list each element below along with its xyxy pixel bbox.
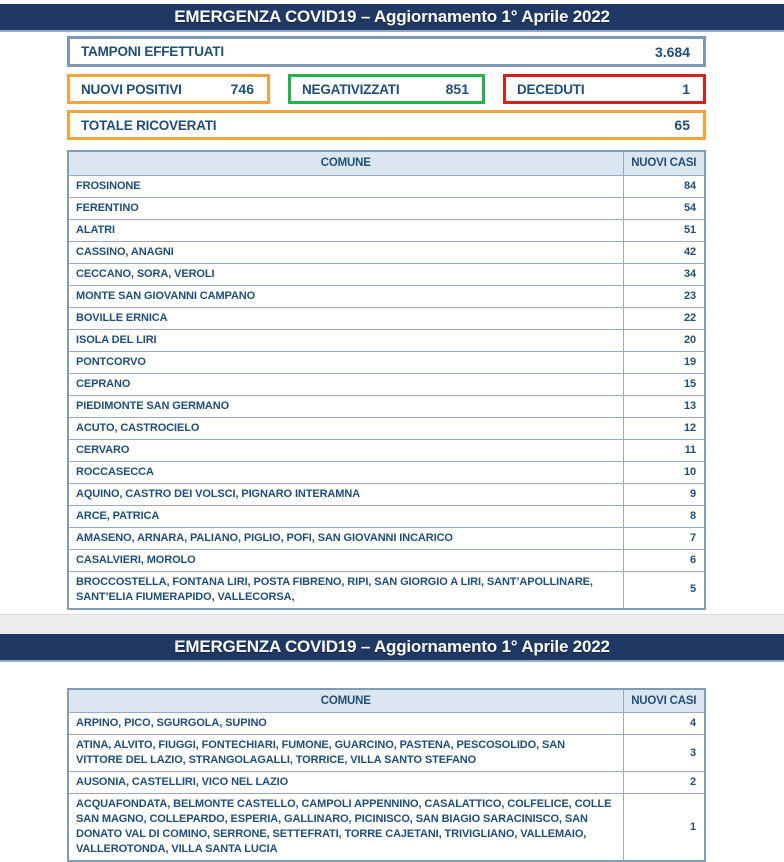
page1-title: EMERGENZA COVID19 – Aggiornamento 1° Aprile 2022 <box>174 7 610 27</box>
comuni-table-page2 <box>67 688 706 862</box>
comune-cell: ATINA, ALVITO, FIUGGI, FONTECHIARI, FUMONE, GUARCINO, PASTENA, PESCOSOLIDO, SAN VITTORE DEL LAZIO, STRANGOLAGALLI, TORRICE, VILLA SANTO STEFANO <box>68 735 623 772</box>
nuovi-casi-cell: 51 <box>623 219 705 241</box>
comune-cell: AUSONIA, CASTELLIRI, VICO NEL LAZIO <box>68 772 623 794</box>
table-row <box>68 794 705 862</box>
table-row <box>68 219 705 241</box>
nuovi-casi-cell: 54 <box>623 197 705 219</box>
negativizzati-box <box>288 74 485 104</box>
table-row <box>68 571 705 609</box>
comune-cell: AQUINO, CASTRO DEI VOLSCI, PIGNARO INTERAMNA <box>68 483 623 505</box>
table-row <box>68 772 705 794</box>
nuovi-casi-cell: 8 <box>623 505 705 527</box>
table-row <box>68 263 705 285</box>
nuovi-casi-column-header: NUOVI CASI <box>623 151 705 175</box>
nuovi-casi-cell: 84 <box>623 175 705 197</box>
nuovi-casi-cell: 9 <box>623 483 705 505</box>
nuovi-casi-cell: 1 <box>623 794 705 862</box>
table-row <box>68 351 705 373</box>
page1-title-bar <box>0 4 784 32</box>
comune-cell: CECCANO, SORA, VEROLI <box>68 263 623 285</box>
comune-cell: CASSINO, ANAGNI <box>68 241 623 263</box>
comune-cell: CEPRANO <box>68 373 623 395</box>
table-row <box>68 735 705 772</box>
nuovi-casi-cell: 7 <box>623 527 705 549</box>
nuovi-casi-cell: 20 <box>623 329 705 351</box>
nuovi-casi-cell: 42 <box>623 241 705 263</box>
nuovi-positivi-label: NUOVI POSITIVI <box>81 82 182 97</box>
totale-ricoverati-box <box>67 110 706 140</box>
comune-cell: BROCCOSTELLA, FONTANA LIRI, POSTA FIBRENO, RIPI, SAN GIORGIO A LIRI, SANT’APOLLINARE, SANT’ELIA FIUMERAPIDO, VALLECORSA, <box>68 571 623 609</box>
nuovi-casi-cell: 2 <box>623 772 705 794</box>
nuovi-casi-cell: 11 <box>623 439 705 461</box>
tamponi-effettuati-box <box>67 36 706 67</box>
comune-column-header: COMUNE <box>68 151 623 175</box>
nuovi-casi-cell: 19 <box>623 351 705 373</box>
comune-cell: ACQUAFONDATA, BELMONTE CASTELLO, CAMPOLI APPENNINO, CASALATTICO, COLFELICE, COLLE SAN MAGNO, COLLEPARDO, ESPERIA, GALLINARO, PICINISCO, SAN BIAGIO SARACINISCO, SAN DONATO VAL DI COMINO, SERRONE, SETTEFRATI, TORRE CAJETANI, TRIVIGLIANO, VALLEMAIO, VALLEROTONDA, VILLA SANTA LUCIA <box>68 794 623 862</box>
page2-title: EMERGENZA COVID19 – Aggiornamento 1° Aprile 2022 <box>174 637 610 657</box>
table-row <box>68 527 705 549</box>
nuovi-positivi-box <box>67 74 270 104</box>
comuni-table-page1 <box>67 150 706 610</box>
table-row <box>68 417 705 439</box>
negativizzati-label: NEGATIVIZZATI <box>302 82 399 97</box>
nuovi-positivi-value: 746 <box>231 81 254 97</box>
totale-ricoverati-value: 65 <box>674 117 690 133</box>
deceduti-label: DECEDUTI <box>517 82 584 97</box>
table-row <box>68 241 705 263</box>
nuovi-casi-cell: 22 <box>623 307 705 329</box>
table-header-row <box>68 151 705 175</box>
nuovi-casi-cell: 12 <box>623 417 705 439</box>
negativizzati-value: 851 <box>446 81 469 97</box>
covid-bulletin <box>0 4 784 860</box>
comune-cell: ALATRI <box>68 219 623 241</box>
nuovi-casi-cell: 4 <box>623 713 705 735</box>
nuovi-casi-column-header: NUOVI CASI <box>623 689 705 713</box>
page-separator <box>0 614 784 634</box>
comune-cell: AMASENO, ARNARA, PALIANO, PIGLIO, POFI, SAN GIOVANNI INCARICO <box>68 527 623 549</box>
table-row <box>68 505 705 527</box>
table-row <box>68 439 705 461</box>
comune-cell: ACUTO, CASTROCIELO <box>68 417 623 439</box>
comune-cell: ARPINO, PICO, SGURGOLA, SUPINO <box>68 713 623 735</box>
table-row <box>68 549 705 571</box>
nuovi-casi-cell: 34 <box>623 263 705 285</box>
nuovi-casi-cell: 23 <box>623 285 705 307</box>
comune-cell: BOVILLE ERNICA <box>68 307 623 329</box>
deceduti-value: 1 <box>682 81 690 97</box>
tamponi-value: 3.684 <box>655 44 690 60</box>
page2-content <box>0 688 784 862</box>
table-row <box>68 483 705 505</box>
comune-cell: CERVARO <box>68 439 623 461</box>
table-row <box>68 175 705 197</box>
table-row <box>68 329 705 351</box>
table-row <box>68 461 705 483</box>
table-row <box>68 197 705 219</box>
comune-cell: PONTCORVO <box>68 351 623 373</box>
comune-cell: FROSINONE <box>68 175 623 197</box>
table-row <box>68 285 705 307</box>
nuovi-casi-cell: 3 <box>623 735 705 772</box>
nuovi-casi-cell: 13 <box>623 395 705 417</box>
totale-ricoverati-label: TOTALE RICOVERATI <box>81 118 216 133</box>
table-row <box>68 307 705 329</box>
nuovi-casi-cell: 10 <box>623 461 705 483</box>
table-row <box>68 373 705 395</box>
page2-title-bar <box>0 634 784 662</box>
comune-cell: PIEDIMONTE SAN GERMANO <box>68 395 623 417</box>
comune-cell: FERENTINO <box>68 197 623 219</box>
table-row <box>68 395 705 417</box>
page1-content <box>0 36 784 610</box>
comune-cell: ISOLA DEL LIRI <box>68 329 623 351</box>
comune-cell: ROCCASECCA <box>68 461 623 483</box>
tamponi-label: TAMPONI EFFETTUATI <box>81 44 224 59</box>
comune-cell: MONTE SAN GIOVANNI CAMPANO <box>68 285 623 307</box>
nuovi-casi-cell: 5 <box>623 571 705 609</box>
table-row <box>68 713 705 735</box>
nuovi-casi-cell: 15 <box>623 373 705 395</box>
comune-cell: ARCE, PATRICA <box>68 505 623 527</box>
comune-cell: CASALVIERI, MOROLO <box>68 549 623 571</box>
nuovi-casi-cell: 6 <box>623 549 705 571</box>
table-header-row <box>68 689 705 713</box>
stats-row <box>67 74 706 104</box>
deceduti-box <box>503 74 706 104</box>
comune-column-header: COMUNE <box>68 689 623 713</box>
